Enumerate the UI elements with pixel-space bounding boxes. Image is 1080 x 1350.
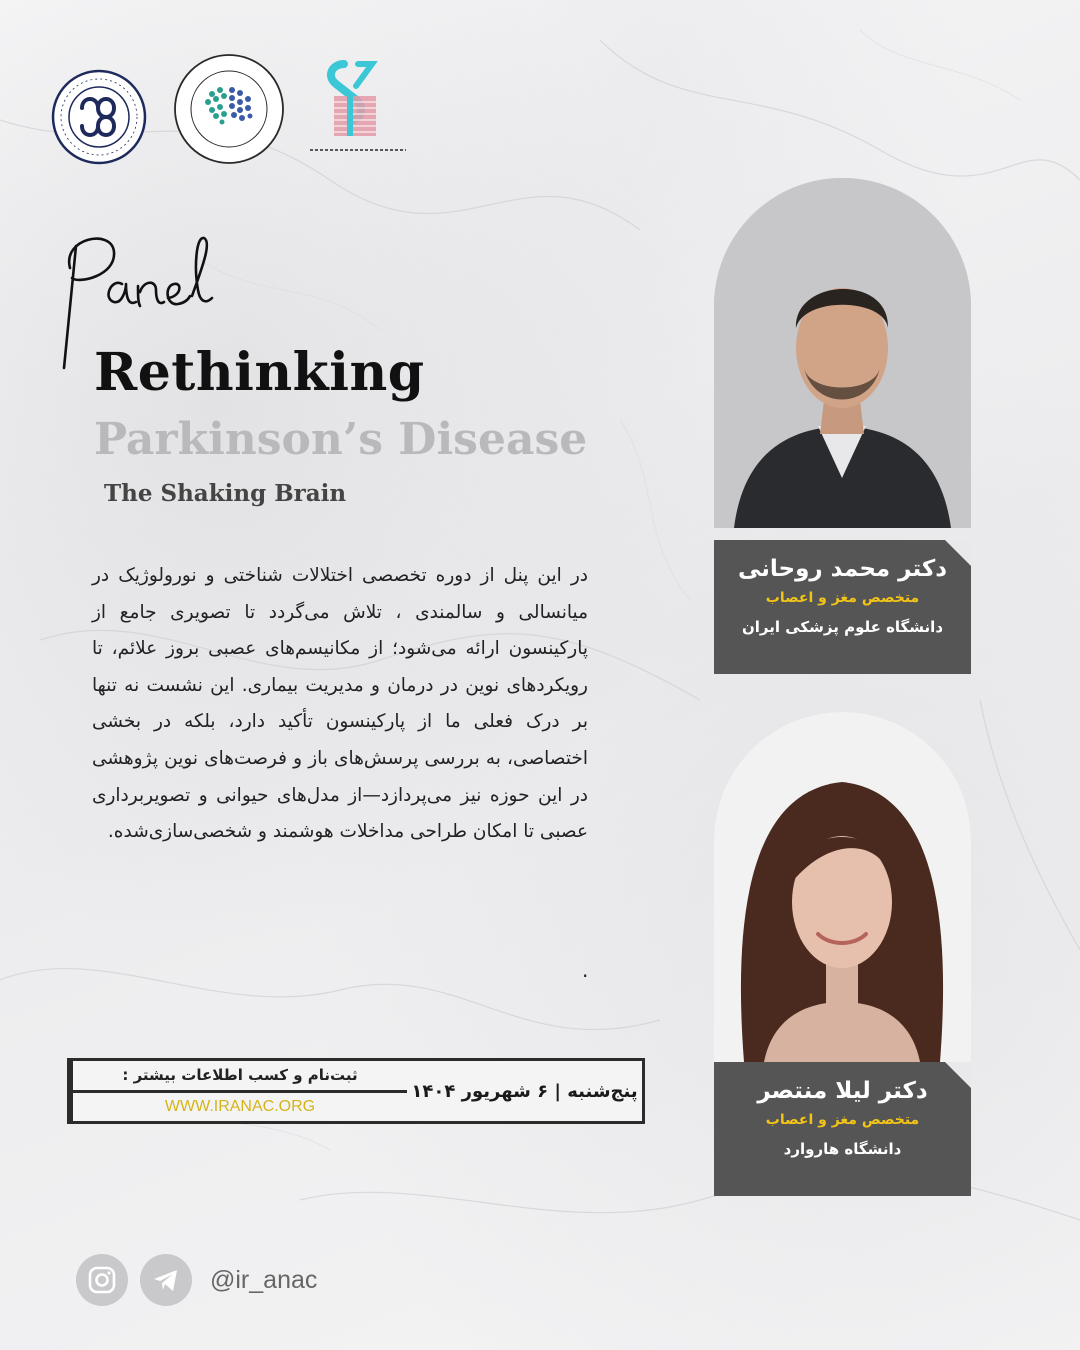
description-end-dot: .	[582, 958, 589, 982]
speaker-1-name: دکتر محمد روحانی	[737, 556, 948, 582]
panel-description: در این پنل از دوره تخصصی اختلالات شناختی و نورولوژیک در میانسالی و سالمندی ، تلاش می‌گردد تا تصویری جامع از پارکینسون ارائه می‌شود؛ از مکانیسم‌های عصبی بروز علائم، تا رویکردهای نوین در درمان و مدیریت بیماری. این نشست نه تنها بر درک فعلی ما از پارکینسون تأکید دارد، بلکه در بخشی اختصاصی، به بررسی پرسش‌های باز و فرصت‌های نوین پژوهشی در این حوزه نیز می‌پردازد—از مدل‌های حیوانی و تصویربرداری عصبی تا امکان طراحی مداخلات هوشمند و شخصی‌سازی‌شده.	[92, 565, 588, 843]
social-bar	[76, 1254, 317, 1306]
speaker-2-name: دکتر لیلا منتصر	[757, 1078, 928, 1104]
title-tagline: The Shaking Brain	[104, 480, 347, 507]
speaker-2-role: متخصص مغز و اعصاب	[765, 1112, 920, 1128]
society-logo	[172, 52, 286, 166]
speaker-1-photo	[714, 178, 971, 528]
title-main: Rethinking	[94, 342, 425, 403]
registration-label-row	[73, 1061, 407, 1090]
card-fold-corner	[945, 1062, 971, 1088]
university-logo	[296, 56, 410, 160]
speaker-1-card	[714, 540, 971, 674]
speaker-2-card	[714, 1062, 971, 1196]
registration-label: ثبت‌نام و کسب اطلاعات بیشتر :	[122, 1066, 358, 1085]
registration-url-row[interactable]	[73, 1090, 407, 1122]
academy-logo	[50, 68, 148, 166]
event-info-box	[67, 1058, 645, 1124]
registration-column	[70, 1061, 407, 1121]
speaker-1-role: متخصص مغز و اعصاب	[765, 590, 920, 606]
card-fold-corner	[945, 540, 971, 566]
instagram-icon[interactable]	[76, 1254, 128, 1306]
event-date: پنج‌شنبه | ۶ شهریور ۱۴۰۴	[411, 1080, 638, 1102]
speaker-1-affiliation: دانشگاه علوم پزشکی ایران	[741, 618, 944, 636]
title-sub: Parkinson’s Disease	[94, 414, 588, 465]
speaker-2-affiliation: دانشگاه هاروارد	[783, 1140, 902, 1158]
speaker-2-photo	[714, 712, 971, 1062]
telegram-icon[interactable]	[140, 1254, 192, 1306]
social-handle[interactable]: @ir_anac	[210, 1265, 318, 1294]
registration-url-link[interactable]: WWW.IRANAC.ORG	[164, 1097, 316, 1115]
